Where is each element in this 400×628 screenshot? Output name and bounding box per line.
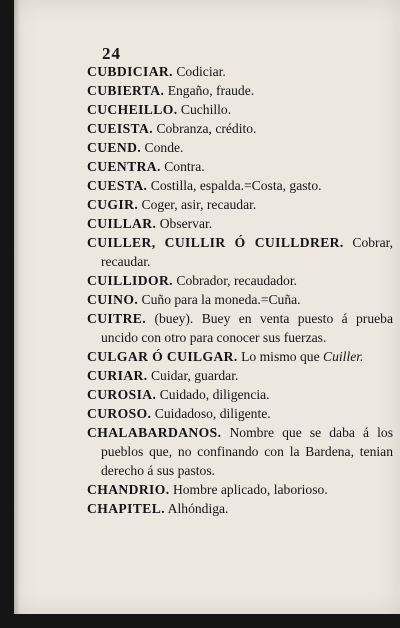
glossary-entry <box>87 100 393 119</box>
entry-definition: Engaño, fraude. <box>167 83 255 98</box>
entry-headword: CUINO. <box>87 292 139 307</box>
entry-cross-reference: Cuiller. <box>323 349 364 364</box>
glossary-entry <box>87 214 393 233</box>
glossary-entry <box>87 176 393 195</box>
glossary-entry <box>87 404 393 423</box>
glossary-entry <box>87 271 393 290</box>
entry-headword: CUILLAR. <box>87 216 157 231</box>
glossary-entry <box>87 62 393 81</box>
entry-definition: Contra. <box>164 159 205 174</box>
entry-definition: Nombre que se daba á los pueblos que, no confinando con la Bardena, tenian derecho á sus pastos. <box>101 425 393 478</box>
entry-headword: CUITRE. <box>87 311 147 326</box>
glossary-entry <box>87 157 393 176</box>
entry-headword: CHALABARDANOS. <box>87 425 222 440</box>
page-fold-shadow <box>14 0 20 614</box>
glossary-entry <box>87 499 393 518</box>
entry-definition: Cuidado, diligencia. <box>159 387 270 402</box>
entry-definition: Observar. <box>159 216 213 231</box>
entry-headword: CHAPITEL. <box>87 501 166 516</box>
glossary-entry <box>87 423 393 480</box>
entry-headword: CUROSIA. <box>87 387 157 402</box>
entry-definition: Cuño para la moneda.=Cuña. <box>141 292 301 307</box>
glossary-entries <box>87 62 393 518</box>
entry-headword: CULGAR Ó CUILGAR. <box>87 349 238 364</box>
entry-headword: CUILLER, CUILLIR Ó CUILLDRER. <box>87 235 344 250</box>
entry-headword: CUBDICIAR. <box>87 64 173 79</box>
entry-headword: CUGIR. <box>87 197 139 212</box>
glossary-entry <box>87 138 393 157</box>
glossary-entry <box>87 233 393 271</box>
entry-definition: Alhóndiga. <box>167 501 229 516</box>
entry-definition: (buey). Buey en venta puesto á prueba uncido con otro para conocer sus fuerzas. <box>101 311 393 345</box>
entry-headword: CUENTRA. <box>87 159 161 174</box>
glossary-entry <box>87 347 393 366</box>
entry-headword: CUCHEILLO. <box>87 102 178 117</box>
entry-definition: Cuchillo. <box>180 102 232 117</box>
entry-headword: CUEISTA. <box>87 121 154 136</box>
glossary-entry <box>87 119 393 138</box>
entry-definition: Costilla, espalda.=Costa, gasto. <box>150 178 322 193</box>
glossary-entry <box>87 366 393 385</box>
glossary-entry <box>87 81 393 100</box>
entry-definition: Lo mismo que <box>241 349 320 364</box>
entry-headword: CUROSO. <box>87 406 152 421</box>
book-page <box>14 0 400 614</box>
entry-headword: CUBIERTA. <box>87 83 165 98</box>
entry-definition: Cuidadoso, diligente. <box>154 406 271 421</box>
glossary-entry <box>87 309 393 347</box>
entry-definition: Cobranza, crédito. <box>156 121 257 136</box>
entry-definition: Cobrador, recaudador. <box>176 273 297 288</box>
glossary-entry <box>87 195 393 214</box>
entry-headword: CUESTA. <box>87 178 148 193</box>
entry-headword: CUILLIDOR. <box>87 273 173 288</box>
entry-definition: Cuidar, guardar. <box>150 368 239 383</box>
entry-headword: CHANDRIO. <box>87 482 170 497</box>
glossary-entry <box>87 290 393 309</box>
glossary-entry <box>87 480 393 499</box>
entry-definition: Hombre aplicado, laborioso. <box>172 482 328 497</box>
entry-headword: CURIAR. <box>87 368 148 383</box>
glossary-entry <box>87 385 393 404</box>
entry-definition: Conde. <box>144 140 184 155</box>
page-number: 24 <box>102 44 121 63</box>
entry-headword: CUEND. <box>87 140 142 155</box>
entry-definition: Cobrar, recaudar. <box>101 235 393 269</box>
entry-definition: Codiciar. <box>176 64 226 79</box>
entry-definition: Coger, asir, recaudar. <box>141 197 257 212</box>
